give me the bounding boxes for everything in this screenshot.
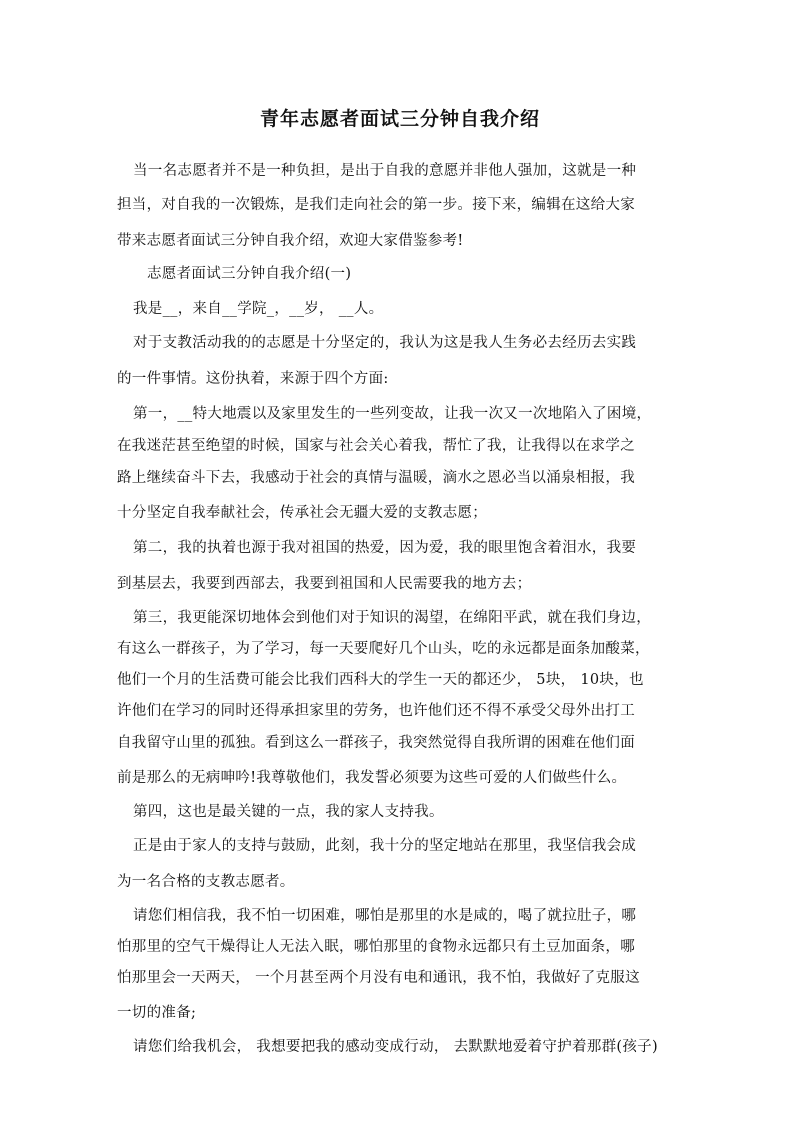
paragraph-line: 许他们在学习的同时还得承担家里的劳务，也许他们还不得不承受父母外出打工 — [117, 703, 635, 719]
paragraph-line: 自我留守山里的孤独。看到这么一群孩子，我突然觉得自我所谓的困难在他们面 — [117, 735, 635, 751]
paragraph-line: 的一件事情。这份执着，来源于四个方面: — [117, 371, 389, 387]
paragraph-line: 他们一个月的生活费可能会比我们西科大的学生一天的都还少， 5块， 10块，也 — [117, 672, 644, 688]
paragraph-line: 路上继续奋斗下去，我感动于社会的真情与温暖，滴水之恩必当以涌泉相报，我 — [117, 470, 635, 486]
paragraph-line: 第二，我的执着也源于我对祖国的热爱，因为爱，我的眼里饱含着泪水，我要 — [133, 540, 637, 556]
paragraph-line: 第一，__特大地震以及家里发生的一些列变故，让我一次又一次地陷入了困境， — [133, 406, 652, 422]
section-heading: 志愿者面试三分钟自我介绍(一) — [147, 266, 352, 282]
paragraph-line: 有这么一群孩子，为了学习，每一天要爬好几个山头，吃的永远都是面条加酸菜， — [117, 641, 650, 657]
paragraph-line: 担当，对自我的一次锻炼，是我们走向社会的第一步。接下来，编辑在这给大家 — [117, 197, 635, 213]
paragraph-line: 正是由于家人的支持与鼓励，此刻，我十分的坚定地站在那里，我坚信我会成 — [133, 838, 637, 854]
paragraph-line: 为一名合格的支教志愿者。 — [117, 874, 295, 890]
paragraph-line: 怕那里的空气干燥得让人无法入眠，哪怕那里的食物永远都只有土豆加面条，哪 — [117, 939, 635, 955]
paragraph-line: 在我迷茫甚至绝望的时候，国家与社会关心着我，帮忙了我，让我得以在求学之 — [117, 438, 635, 454]
paragraph-line: 怕那里会一天两天， 一个月甚至两个月没有电和通讯，我不怕，我做好了克服这 — [117, 970, 640, 986]
paragraph-line: 请您们给我机会， 我想要把我的感动变成行动， 去默默地爱着守护着那群(孩子) — [133, 1039, 658, 1055]
document-title: 青年志愿者面试三分钟自我介绍 — [259, 108, 540, 130]
paragraph-line: 第四，这也是最关键的一点，我的家人支持我。 — [133, 804, 444, 820]
paragraph-line: 到基层去，我要到西部去，我要到祖国和人民需要我的地方去； — [117, 576, 532, 592]
paragraph-line: 一切的准备; — [117, 1005, 197, 1021]
paragraph-line: 前是那么的无病呻吟!我尊敬他们，我发誓必须要为这些可爱的人们做些什么。 — [117, 770, 627, 786]
paragraph-line: 第三，我更能深切地体会到他们对于知识的渴望，在绵阳平武，就在我们身边， — [133, 610, 651, 626]
paragraph-line: 对于支教活动我的的志愿是十分坚定的，我认为这是我人生务必去经历去实践 — [133, 335, 637, 351]
paragraph-line: 带来志愿者面试三分钟自我介绍，欢迎大家借鉴参考! — [117, 233, 464, 249]
paragraph-line: 请您们相信我，我不怕一切困难，哪怕是那里的水是咸的，喝了就拉肚子，哪 — [133, 908, 637, 924]
paragraph-line: 当一名志愿者并不是一种负担，是出于自我的意愿并非他人强加，这就是一种 — [133, 163, 637, 179]
paragraph-line: 我是__，来自__学院_，__岁， __人。 — [133, 301, 384, 317]
paragraph-line: 十分坚定自我奉献社会，传承社会无疆大爱的支教志愿； — [117, 505, 487, 521]
